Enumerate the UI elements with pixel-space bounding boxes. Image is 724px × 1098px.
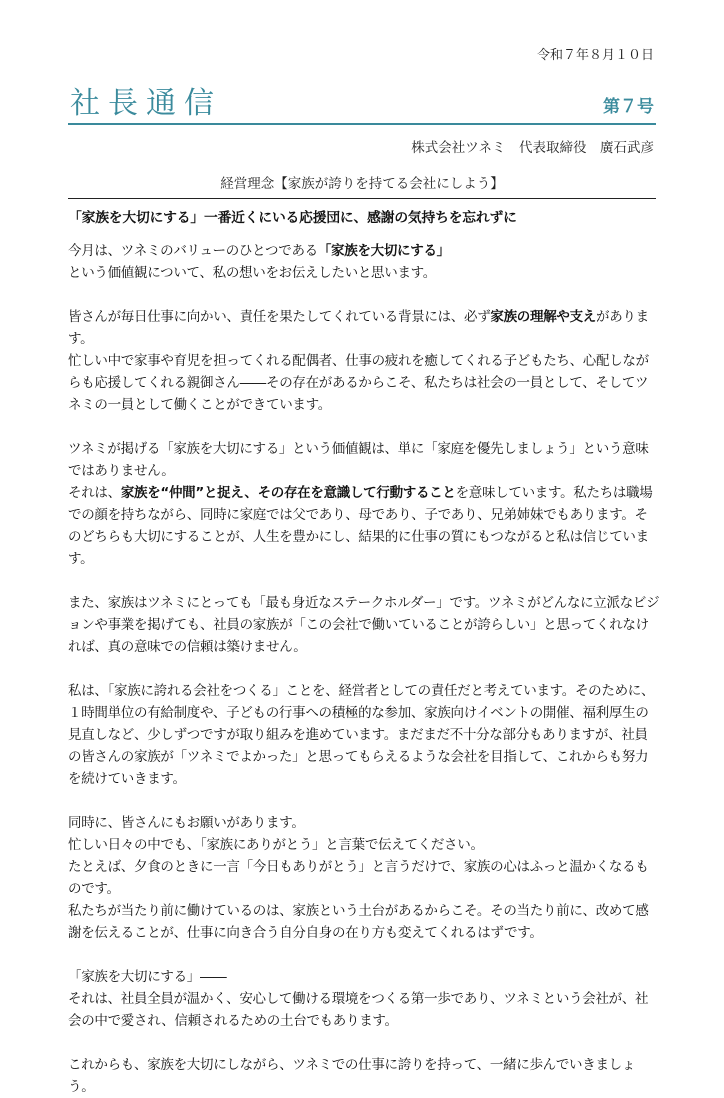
text-segment: それは、	[68, 485, 121, 501]
text-segment: それは、社員全員が温かく、安心して働ける環境をつくる第一歩であり、ツネミという会社が、社会の中で愛され、信頼されるための土台でもあります。	[68, 991, 649, 1029]
text-segment: たとえば、夕食のときに一言「今日もありがとう」と言うだけで、家族の心はふっと温かくなるものです。	[68, 859, 649, 897]
bold-segment: 「家族を大切にする」	[317, 243, 450, 259]
paragraph-7	[68, 966, 660, 1032]
text-segment: 「家族を大切にする」――	[68, 969, 227, 985]
text-segment: ツネミが掲げる「家族を大切にする」という価値観は、単に「家庭を優先しましょう」という意味ではありません。	[68, 441, 649, 479]
paragraph-1	[68, 240, 660, 284]
text-segment: 忙しい中で家事や育児を担ってくれる配偶者、仕事の疲れを癒してくれる子どもたち、心配しながらも応援してくれる親御さん――その存在があるからこそ、私たちは社会の一員として、そしてツネミの一員として働くことができています。	[68, 353, 649, 413]
text-segment: 皆さんが毎日仕事に向かい、責任を果たしてくれている背景には、必ず	[68, 309, 491, 325]
paragraph-3	[68, 438, 660, 570]
paragraph-8: これからも、家族を大切にしながら、ツネミでの仕事に誇りを持って、一緒に歩んでいきましょう。	[68, 1057, 636, 1095]
issue-number: 第７号	[603, 97, 654, 117]
text-segment: を意味しています。私たちは職場での顔を持ちながら、同時に家庭では父であり、母であり、子であり、兄弟姉妹でもあります。そのどちらも大切にすることが、人生を豊かにし、結果的に仕事の質にもつながると私は信じています。	[68, 485, 653, 567]
section-divider	[68, 198, 656, 199]
title-divider	[68, 123, 656, 125]
paragraph-6	[68, 812, 660, 944]
article-headline: 「家族を大切にする」一番近くにいる応援団に、感謝の気持ちを忘れずに	[68, 210, 517, 226]
paragraph-5: 私は、「家族に誇れる会社をつくる」ことを、経営者としての責任だと考えています。そのために、１時間単位の有給制度や、子どもの行事への積極的な参加、家族向けイベントの開催、福利厚生の見直しなど、少しずつですが取り組みを進めています。まだまだ不十分な部分もありますが、社員の皆さんの家族が「ツネミでよかった」と思ってもらえるような会社を目指して、これからも努力を続けていきます。	[68, 683, 655, 787]
text-segment: があります。	[68, 309, 649, 347]
text-segment: 同時に、皆さんにもお願いがあります。	[68, 815, 305, 831]
bold-segment: 家族を“仲間”と捉え、その存在を意識して行動すること	[120, 485, 456, 501]
newsletter-title: 社長通信	[70, 86, 222, 121]
issue-date: 令和７年８月１０日	[536, 48, 654, 63]
article-body	[68, 240, 660, 1098]
text-segment: 忙しい日々の中でも、「家族にありがとう」と言葉で伝えてください。	[68, 837, 484, 853]
text-segment: 今月は、ツネミのバリューのひとつである	[68, 243, 318, 259]
author-line: 株式会社ツネミ 代表取締役 廣石武彦	[411, 140, 654, 156]
paragraph-4: また、家族はツネミにとっても「最も身近なステークホルダー」です。ツネミがどんなに立派なビジョンや事業を掲げても、社員の家族が「この会社で働いていることが誇らしい」と思ってくれなければ、真の意味での信頼は築けません。	[68, 595, 660, 655]
text-segment: 私たちが当たり前に働けているのは、家族という土台があるからこそ。その当たり前に、改めて感謝を伝えることが、仕事に向き合う自分自身の在り方も変えてくれるはずです。	[68, 903, 649, 941]
paragraph-2	[68, 306, 660, 416]
text-segment: という価値観について、私の想いをお伝えしたいと思います。	[68, 265, 436, 281]
bold-segment: 家族の理解や支え	[490, 309, 597, 325]
management-philosophy: 経営理念【家族が誇りを持てる会社にしよう】	[220, 176, 504, 192]
